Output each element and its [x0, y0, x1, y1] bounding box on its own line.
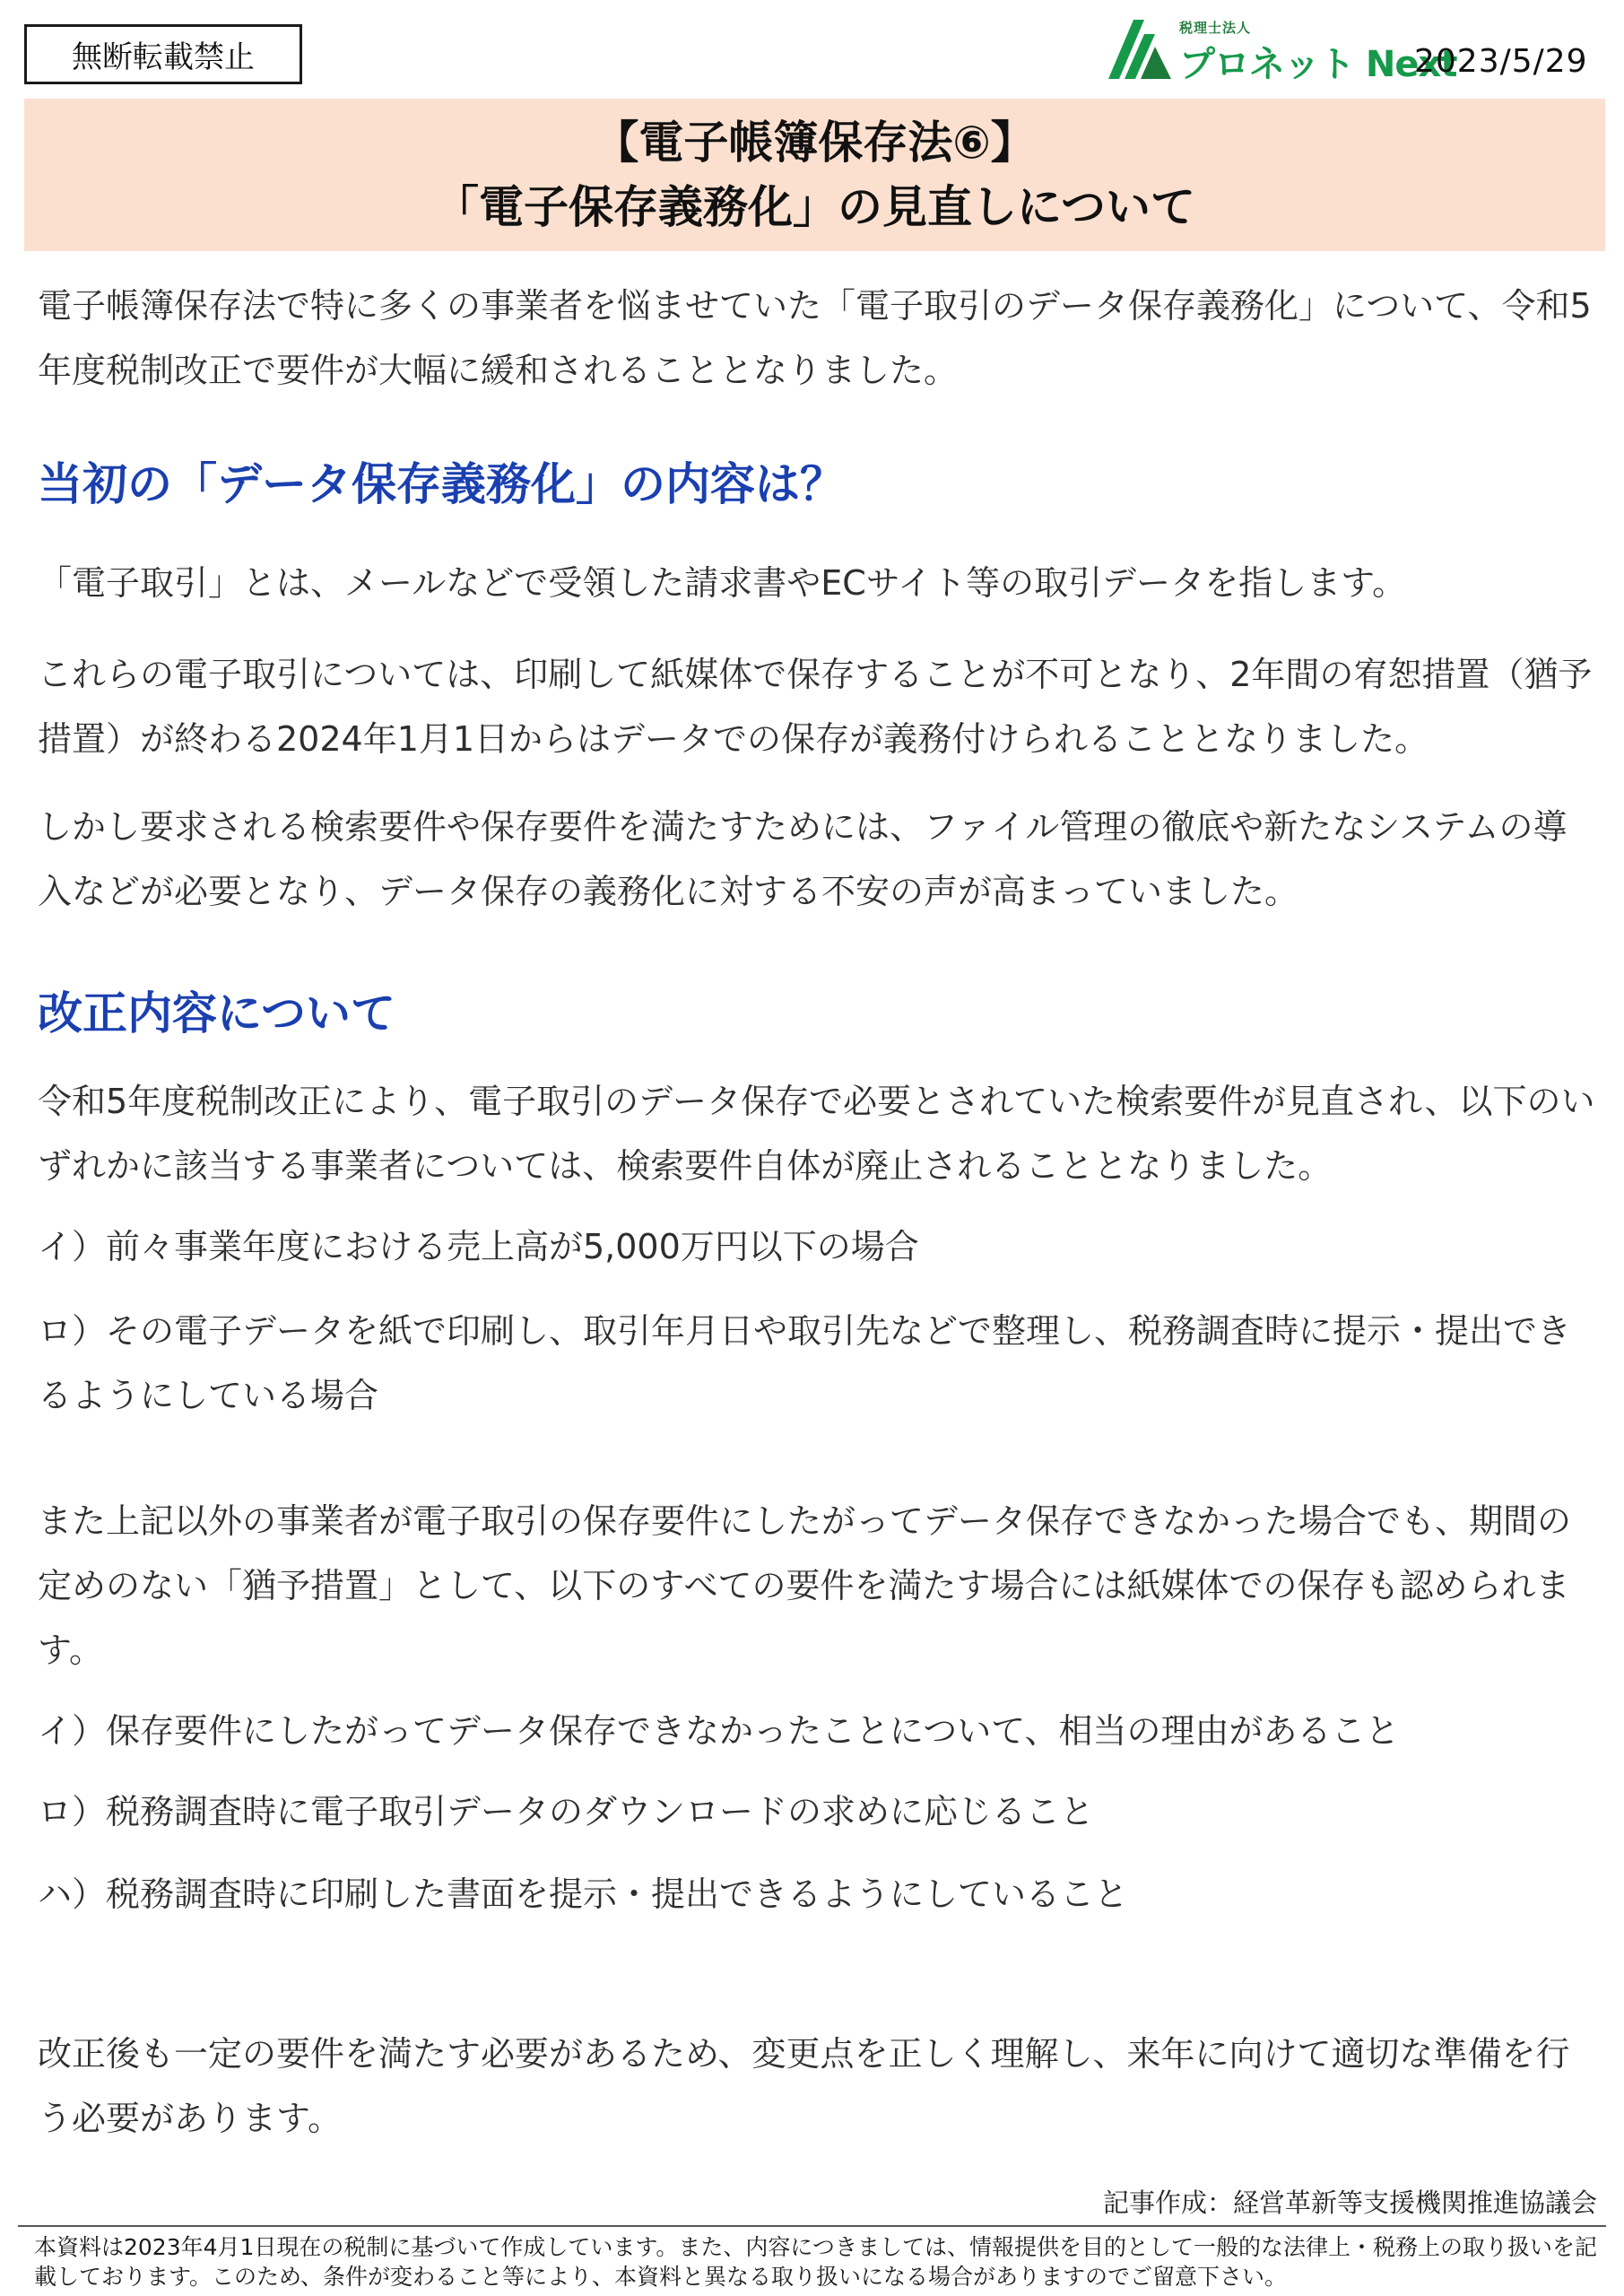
- no-reprint-notice: 無断転載禁止: [24, 24, 302, 84]
- footer-divider: [18, 2225, 1606, 2227]
- requirement-ro: ロ）税務調査時に電子取引データのダウンロードの求めに応じること: [38, 1792, 1095, 1831]
- title-line-1: 【電子帳簿保存法⑥】: [594, 117, 1036, 169]
- company-logo: [1103, 13, 1457, 88]
- footer-disclaimer: 本資料は2023年4月1日現在の税制に基づいて作成しています。また、内容につきましては、情報提供を目的として一般的な法律上・税務上の取り扱いを記載しております。このため、条件が変わること等により、本資料と異なる取り扱いになる場合がありますのでご留意下さい。: [34, 2234, 1597, 2290]
- list-item-ro: ロ）その電子データを紙で印刷し、取引年月日や取引先などで整理し、税務調査時に提示・提出できるようにしている場合: [38, 1311, 1572, 1415]
- section-heading-original: 当初の「データ保存義務化」の内容は？: [38, 458, 845, 510]
- paragraph-concerns: しかし要求される検索要件や保存要件を満たすためには、ファイル管理の徹底や新たなシステムの導入などが必要となり、データ保存の義務化に対する不安の声が高まっていました。: [38, 807, 1568, 911]
- closing-paragraph: 改正後も一定の要件を満たす必要があるため、変更点を正しく理解し、来年に向けて適切な準備を行う必要があります。: [38, 2034, 1570, 2138]
- paragraph-definition: 「電子取引」とは、メールなどで受領した請求書やECサイト等の取引データを指します。: [38, 563, 1407, 603]
- article-credit: 記事作成：経営革新等支援機関推進協議会: [1102, 2187, 1597, 2218]
- logo-name: プロネット Next: [1179, 44, 1457, 85]
- requirement-ha: ハ）税務調査時に印刷した書面を提示・提出できるようにしていること: [38, 1874, 1129, 1914]
- publish-date: 2023/5/29: [1414, 43, 1588, 80]
- paragraph-grace-measure: また上記以外の事業者が電子取引の保存要件にしたがってデータ保存できなかった場合でも、期間の定めのない「猶予措置」として、以下のすべての要件を満たす場合には紙媒体での保存も認められます。: [38, 1501, 1572, 1670]
- paragraph-revision: 令和5年度税制改正により、電子取引のデータ保存で必要とされていた検索要件が見直され、以下のいずれかに該当する事業者については、検索要件自体が廃止されることとなりました。: [38, 1082, 1595, 1186]
- title-line-2: 「電子保存義務化」の見直しについて: [434, 181, 1195, 233]
- requirement-i: イ）保存要件にしたがってデータ保存できなかったことについて、相当の理由があること: [38, 1711, 1400, 1751]
- paragraph-obligation: これらの電子取引については、印刷して紙媒体で保存することが不可となり、2年間の宥恕措置（猶予措置）が終わる2024年1月1日からはデータでの保存が義務付けられることとなりました。: [38, 655, 1593, 759]
- intro-paragraph: 電子帳簿保存法で特に多くの事業者を悩ませていた「電子取引のデータ保存義務化」について、令和5年度税制改正で要件が大幅に緩和されることとなりました。: [38, 286, 1592, 390]
- logo-subtitle: 税理士法人: [1179, 20, 1252, 36]
- list-item-i: イ）前々事業年度における売上高が5,000万円以下の場合: [38, 1227, 919, 1266]
- title-banner: [24, 99, 1605, 251]
- section-heading-revision: 改正内容について: [38, 987, 395, 1039]
- logo-mark-icon: [1103, 14, 1175, 86]
